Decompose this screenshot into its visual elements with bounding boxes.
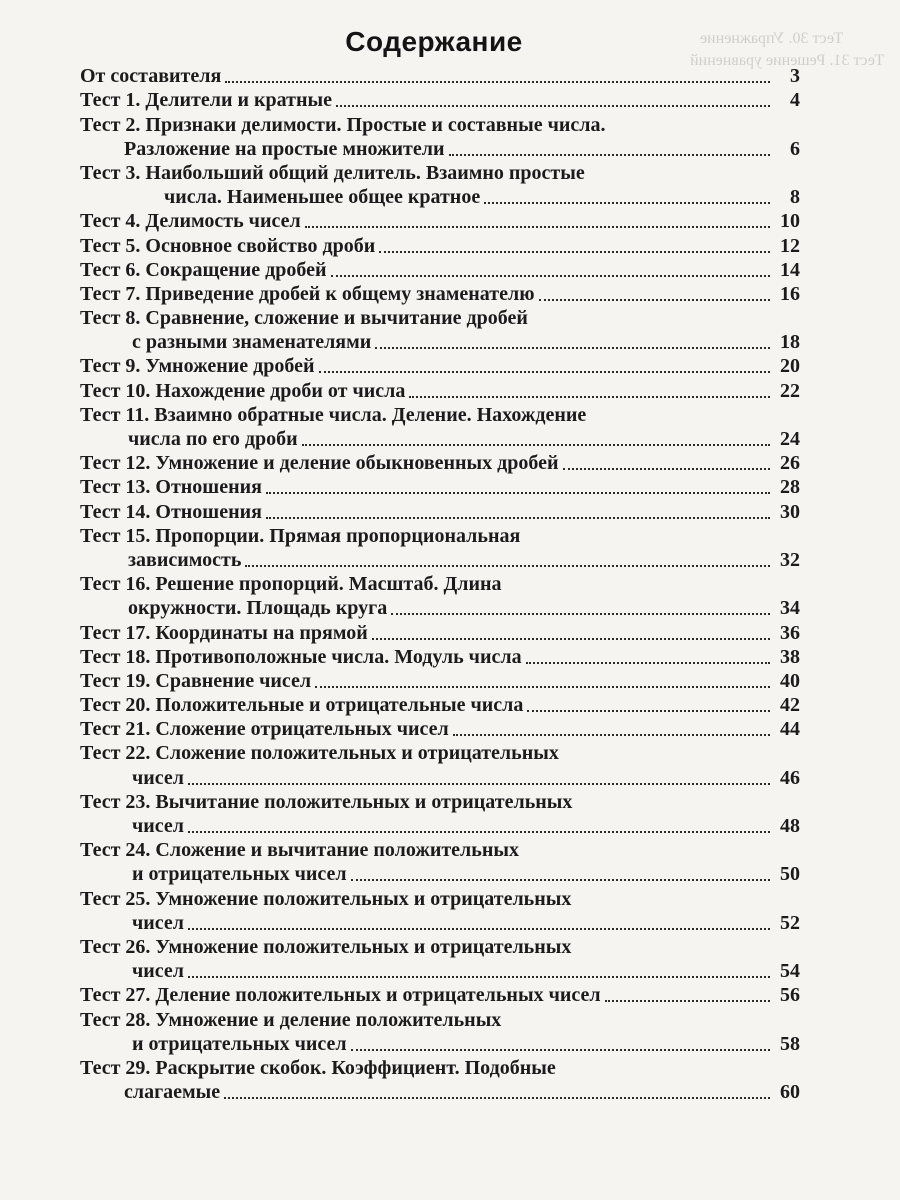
toc-entry-line — [80, 935, 800, 959]
dot-leader — [449, 144, 771, 156]
toc-entry-text: Тест 8. Сравнение, сложение и вычитание дробей — [80, 307, 528, 330]
dot-leader — [188, 773, 770, 785]
toc-page-number: 34 — [780, 597, 800, 620]
toc-entry-text: Тест 14. Отношения — [80, 500, 262, 523]
dot-leader — [539, 289, 771, 301]
dot-leader — [224, 1087, 770, 1099]
dot-leader — [319, 361, 770, 373]
toc-page-number: 6 — [790, 137, 800, 160]
toc-entry-line — [80, 717, 800, 741]
table-of-contents — [80, 64, 800, 1104]
toc-entry — [80, 88, 800, 112]
toc-entry — [80, 233, 800, 257]
toc-entry-line — [80, 258, 800, 282]
toc-entry-line — [80, 1032, 800, 1056]
toc-page-number: 32 — [780, 548, 800, 571]
dot-leader — [315, 676, 770, 688]
dot-leader — [305, 216, 770, 228]
toc-page-number: 24 — [780, 428, 800, 450]
toc-page-number: 52 — [780, 911, 800, 934]
toc-entry-text: Тест 11. Взаимно обратные числа. Деление. Нахождение — [80, 403, 587, 426]
toc-entry — [80, 161, 800, 209]
dot-leader — [336, 95, 770, 107]
toc-entry-text: слагаемые — [124, 1081, 221, 1104]
toc-page-number: 46 — [780, 766, 800, 789]
toc-entry — [80, 935, 800, 983]
dot-leader — [331, 265, 770, 277]
toc-entry — [80, 983, 800, 1007]
toc-entry-text: Тест 29. Раскрытие скобок. Коэффициент. Подобные — [80, 1056, 556, 1079]
bleed-through-text: Тест 31. Решение уравнений — [690, 52, 885, 69]
toc-entry-line — [80, 403, 800, 427]
toc-page-number: 30 — [780, 500, 800, 523]
toc-page-number: 10 — [780, 210, 800, 233]
toc-entry-line — [80, 862, 800, 886]
toc-entry-text: Тест 20. Положительные и отрицательные числа — [80, 694, 524, 717]
toc-entry — [80, 306, 800, 354]
dot-leader — [266, 507, 770, 519]
toc-entry-text: Тест 12. Умножение и деление обыкновенных дробей — [80, 452, 559, 475]
toc-entry-text: Тест 13. Отношения — [80, 476, 262, 499]
toc-page-number: 20 — [780, 355, 800, 378]
dot-leader — [302, 434, 770, 446]
page-title: Содержание — [345, 26, 523, 57]
toc-entry-text: Разложение на простые множители — [124, 137, 445, 160]
toc-entry-text: Тест 23. Вычитание положительных и отрицательных — [80, 790, 573, 813]
dot-leader — [484, 192, 770, 204]
toc-entry-text: Тест 2. Признаки делимости. Простые и составные числа. — [80, 113, 606, 136]
dot-leader — [245, 555, 770, 567]
toc-entry-line — [80, 645, 800, 669]
dot-leader — [225, 71, 770, 83]
toc-entry-line — [80, 161, 800, 185]
toc-entry-text: Тест 26. Умножение положительных и отрицательных — [80, 935, 572, 958]
toc-entry — [80, 1056, 800, 1104]
toc-page-number: 4 — [790, 89, 800, 112]
toc-entry-line — [80, 790, 800, 814]
toc-entry — [80, 790, 800, 838]
dot-leader — [453, 724, 770, 736]
toc-entry-text: числа по его дроби — [128, 428, 298, 450]
toc-entry-text: Тест 24. Сложение и вычитание положительных — [80, 839, 519, 862]
toc-entry-text: Тест 1. Делители и кратные — [80, 89, 332, 112]
toc-page-number: 56 — [780, 984, 800, 1007]
toc-entry-text: Тест 27. Деление положительных и отрицательных чисел — [80, 984, 601, 1007]
toc-entry-text: Тест 17. Координаты на прямой — [80, 621, 368, 644]
toc-entry-line — [80, 524, 800, 548]
toc-entry — [80, 717, 800, 741]
toc-entry-text: чисел — [132, 911, 185, 934]
toc-entry — [80, 886, 800, 934]
toc-entry-text: чисел — [132, 766, 185, 789]
dot-leader — [527, 700, 770, 712]
toc-entry-line — [80, 451, 800, 475]
toc-entry-line — [80, 185, 800, 209]
toc-page-number: 50 — [780, 863, 800, 886]
toc-entry-line — [80, 64, 800, 88]
toc-entry — [80, 741, 800, 789]
toc-entry-line — [80, 959, 800, 983]
toc-entry-line — [80, 475, 800, 499]
toc-entry-text: и отрицательных чисел — [132, 863, 347, 886]
toc-entry-line — [80, 354, 800, 378]
toc-entry-line — [80, 209, 800, 233]
toc-entry-line — [80, 838, 800, 862]
toc-entry-line — [80, 1080, 800, 1104]
toc-entry-text: Тест 5. Основное свойство дроби — [80, 234, 376, 257]
toc-entry-line — [80, 1007, 800, 1031]
dot-leader — [351, 869, 770, 881]
toc-entry-text: Тест 3. Наибольший общий делитель. Взаимно простые — [80, 161, 585, 184]
toc-entry-line — [80, 282, 800, 306]
toc-page-number: 42 — [780, 694, 800, 717]
dot-leader — [526, 652, 770, 664]
toc-entry-line — [80, 693, 800, 717]
toc-page-number: 40 — [780, 669, 800, 692]
toc-entry-line — [80, 137, 800, 161]
dot-leader — [563, 458, 770, 470]
toc-entry-text: Тест 15. Пропорции. Прямая пропорциональная — [80, 524, 521, 547]
toc-page-number: 22 — [780, 379, 800, 402]
toc-entry-line — [80, 911, 800, 935]
toc-entry — [80, 572, 800, 620]
toc-entry-line — [80, 669, 800, 693]
toc-entry-line — [80, 548, 800, 572]
dot-leader — [391, 603, 770, 615]
toc-page-number: 28 — [780, 476, 800, 499]
toc-entry — [80, 258, 800, 282]
toc-entry — [80, 112, 800, 160]
toc-entry-text: чисел — [132, 960, 185, 983]
toc-page-number: 36 — [780, 621, 800, 644]
toc-entry — [80, 403, 800, 451]
toc-entry-line — [80, 572, 800, 596]
toc-page-number: 60 — [780, 1081, 800, 1104]
toc-entry — [80, 282, 800, 306]
toc-entry — [80, 669, 800, 693]
toc-entry-line — [80, 378, 800, 402]
toc-page-number: 48 — [780, 815, 800, 837]
toc-entry-text: окружности. Площадь круга — [128, 597, 388, 620]
toc-entry-line — [80, 306, 800, 330]
toc-entry — [80, 64, 800, 88]
toc-entry-line — [80, 233, 800, 257]
toc-entry — [80, 354, 800, 378]
toc-entry-text: Тест 4. Делимость чисел — [80, 210, 301, 233]
dot-leader — [379, 241, 770, 253]
dot-leader — [372, 628, 770, 640]
toc-entry — [80, 693, 800, 717]
toc-entry — [80, 645, 800, 669]
dot-leader — [188, 966, 770, 978]
toc-entry-line — [80, 886, 800, 910]
toc-entry-text: Тест 19. Сравнение чисел — [80, 669, 312, 692]
toc-entry-line — [80, 596, 800, 620]
toc-entry-line — [80, 620, 800, 644]
toc-entry — [80, 475, 800, 499]
toc-entry-line — [80, 427, 800, 451]
toc-entry-text: и отрицательных чисел — [132, 1032, 347, 1055]
dot-leader — [266, 482, 770, 494]
toc-entry-line — [80, 112, 800, 136]
toc-page-number: 58 — [780, 1032, 800, 1055]
toc-entry-line — [80, 741, 800, 765]
toc-page-number: 54 — [780, 960, 800, 983]
dot-leader — [188, 918, 770, 930]
toc-entry-text: зависимость — [128, 548, 242, 571]
dot-leader — [605, 990, 770, 1002]
toc-entry-text: Тест 10. Нахождение дроби от числа — [80, 379, 406, 402]
toc-entry-text: Тест 16. Решение пропорций. Масштаб. Длина — [80, 573, 502, 596]
toc-entry — [80, 524, 800, 572]
toc-entry-text: Тест 18. Противоположные числа. Модуль числа — [80, 645, 522, 668]
dot-leader — [188, 821, 770, 833]
toc-entry-line — [80, 983, 800, 1007]
toc-page-number: 18 — [780, 331, 800, 354]
toc-entry-text: числа. Наименьшее общее кратное — [164, 186, 481, 209]
toc-entry-text: Тест 6. Сокращение дробей — [80, 258, 327, 281]
toc-entry — [80, 499, 800, 523]
toc-entry-text: с разными знаменателями — [132, 331, 372, 354]
toc-entry-line — [80, 499, 800, 523]
toc-entry-line — [80, 330, 800, 354]
toc-entry-text: чисел — [132, 815, 185, 837]
toc-entry — [80, 209, 800, 233]
toc-entry-line — [80, 765, 800, 789]
toc-entry-text: Тест 21. Сложение отрицательных чисел — [80, 718, 449, 741]
toc-page-number: 3 — [790, 65, 800, 88]
dot-leader — [351, 1039, 770, 1051]
toc-entry-line — [80, 814, 800, 838]
toc-entry — [80, 451, 800, 475]
toc-entry-text: Тест 22. Сложение положительных и отрицательных — [80, 742, 559, 765]
toc-page-number: 8 — [790, 186, 800, 209]
toc-page-number: 12 — [780, 234, 800, 257]
bleed-through-text: Тест 30. Упражнение — [700, 30, 844, 47]
toc-page-number: 26 — [780, 452, 800, 475]
toc-entry-text: Тест 9. Умножение дробей — [80, 355, 315, 378]
dot-leader — [409, 386, 770, 398]
toc-page-number: 44 — [780, 718, 800, 741]
toc-entry — [80, 620, 800, 644]
toc-entry-line — [80, 88, 800, 112]
dot-leader — [375, 337, 770, 349]
toc-entry-text: Тест 25. Умножение положительных и отрицательных — [80, 887, 572, 910]
toc-entry-text: От составителя — [80, 65, 222, 88]
toc-page-number: 38 — [780, 645, 800, 668]
toc-entry — [80, 1007, 800, 1055]
toc-entry-line — [80, 1056, 800, 1080]
toc-entry — [80, 838, 800, 886]
toc-page-number: 16 — [780, 282, 800, 305]
toc-page-number: 14 — [780, 258, 800, 281]
toc-entry-text: Тест 28. Умножение и деление положительных — [80, 1008, 502, 1031]
toc-entry-text: Тест 7. Приведение дробей к общему знаменателю — [80, 282, 535, 305]
toc-entry — [80, 378, 800, 402]
